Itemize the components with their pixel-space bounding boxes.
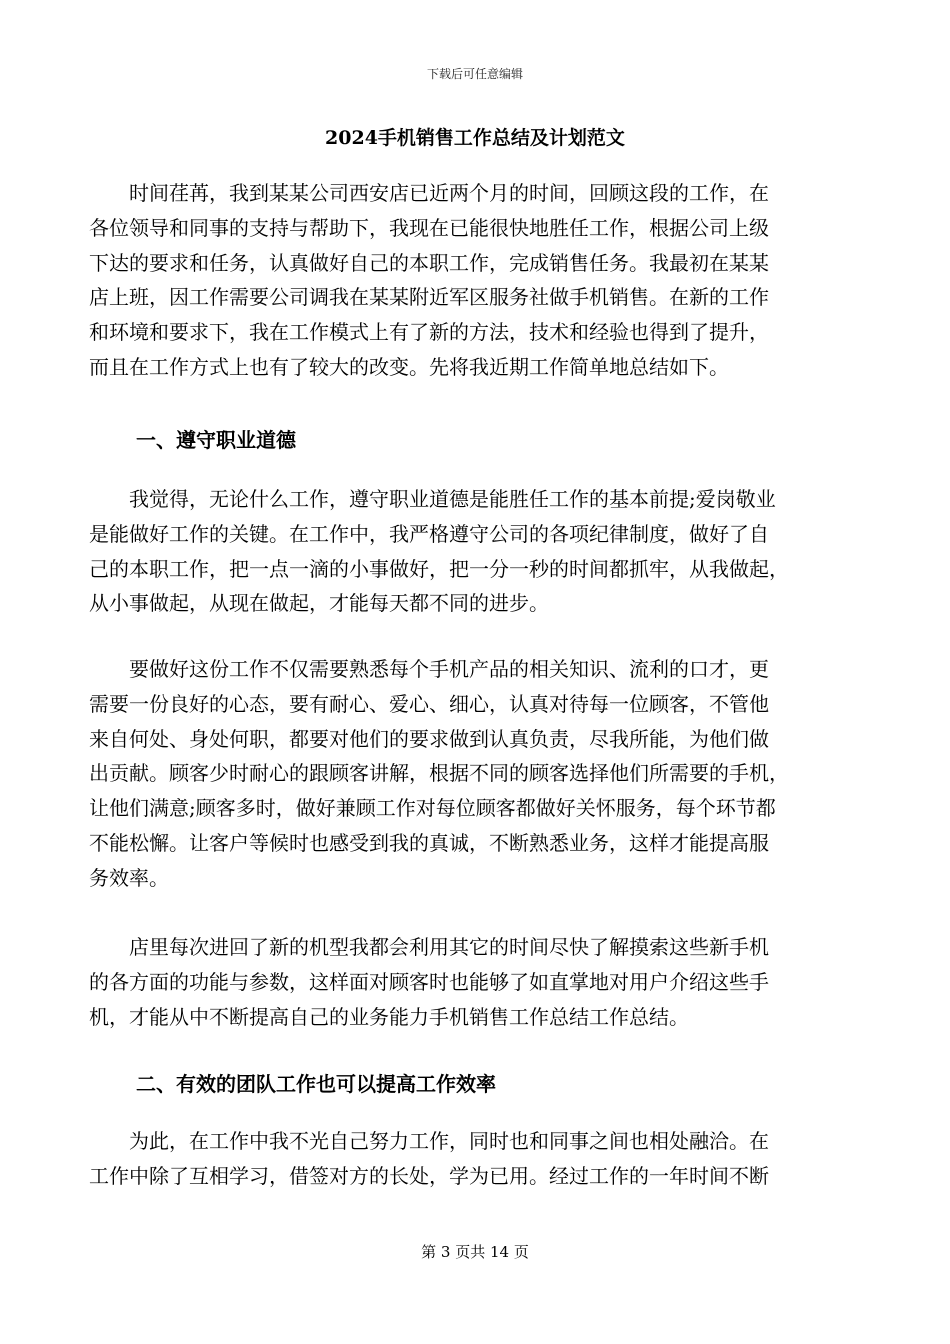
paragraph-line: 不能松懈。让客户等候时也感受到我的真诚，不断熟悉业务，这样才能提高服 (89, 830, 769, 855)
page-footer: 第 3 页共 14 页 (421, 1243, 529, 1261)
paragraph-line: 让他们满意;顾客多时，做好兼顾工作对每位顾客都做好关怀服务，每个环节都 (89, 796, 776, 821)
paragraph-line: 店里每次进回了新的机型我都会利用其它的时间尽快了解摸索这些新手机 (89, 935, 769, 959)
paragraph-line: 己的本职工作，把一点一滴的小事做好，把一分一秒的时间都抓牢，从我做起， (89, 556, 789, 581)
paragraph-line: 店上班，因工作需要公司调我在某某附近军区服务社做手机销售。在新的工作 (89, 285, 769, 310)
section-heading-1: 一、遵守职业道德 (136, 428, 296, 452)
paragraph-line: 从小事做起，从现在做起，才能每天都不同的进步。 (89, 591, 549, 616)
paragraph-line: 工作中除了互相学习，借签对方的长处，学为已用。经过工作的一年时间不断 (89, 1163, 769, 1188)
paragraph-new-models (89, 930, 861, 1034)
paragraph-teamwork (89, 1124, 861, 1194)
paragraph-ethics (89, 482, 861, 621)
paragraph-line: 是能做好工作的关键。在工作中，我严格遵守公司的各项纪律制度，做好了自 (89, 521, 769, 546)
paragraph-line: 下达的要求和任务，认真做好自己的本职工作，完成销售任务。我最初在某某 (89, 250, 769, 275)
paragraph-intro (89, 176, 861, 385)
section-heading-2: 二、有效的团队工作也可以提高工作效率 (136, 1072, 496, 1096)
paragraph-line: 时间荏苒，我到某某公司西安店已近两个月的时间，回顾这段的工作，在 (89, 181, 769, 205)
paragraph-service (89, 652, 861, 896)
paragraph-line: 的各方面的功能与参数，这样面对顾客时也能够了如直掌地对用户介绍这些手 (89, 969, 769, 994)
paragraph-line: 需要一份良好的心态，要有耐心、爱心、细心，认真对待每一位顾客，不管他 (89, 691, 769, 716)
page-header: 下载后可任意编辑 (426, 67, 523, 81)
paragraph-line: 出贡献。顾客少时耐心的跟顾客讲解，根据不同的顾客选择他们所需要的手机， (89, 761, 789, 786)
paragraph-line: 机，才能从中不断提高自己的业务能力手机销售工作总结工作总结。 (89, 1004, 689, 1029)
paragraph-line: 而且在工作方式上也有了较大的改变。先将我近期工作简单地总结如下。 (89, 354, 729, 379)
paragraph-line: 各位领导和同事的支持与帮助下，我现在已能很快地胜任工作，根据公司上级 (89, 215, 769, 240)
paragraph-line: 为此，在工作中我不光自己努力工作，同时也和同事之间也相处融洽。在 (89, 1129, 769, 1153)
paragraph-line: 来自何处、身处何职，都要对他们的要求做到认真负责，尽我所能，为他们做 (89, 726, 769, 751)
paragraph-line: 我觉得，无论什么工作，遵守职业道德是能胜任工作的基本前提;爱岗敬业 (89, 487, 776, 511)
paragraph-line: 要做好这份工作不仅需要熟悉每个手机产品的相关知识、流利的口才，更 (89, 657, 769, 681)
paragraph-line: 务效率。 (89, 865, 169, 890)
document-title: 2024手机销售工作总结及计划范文 (325, 127, 625, 149)
paragraph-line: 和环境和要求下，我在工作模式上有了新的方法，技术和经验也得到了提升， (89, 320, 769, 345)
